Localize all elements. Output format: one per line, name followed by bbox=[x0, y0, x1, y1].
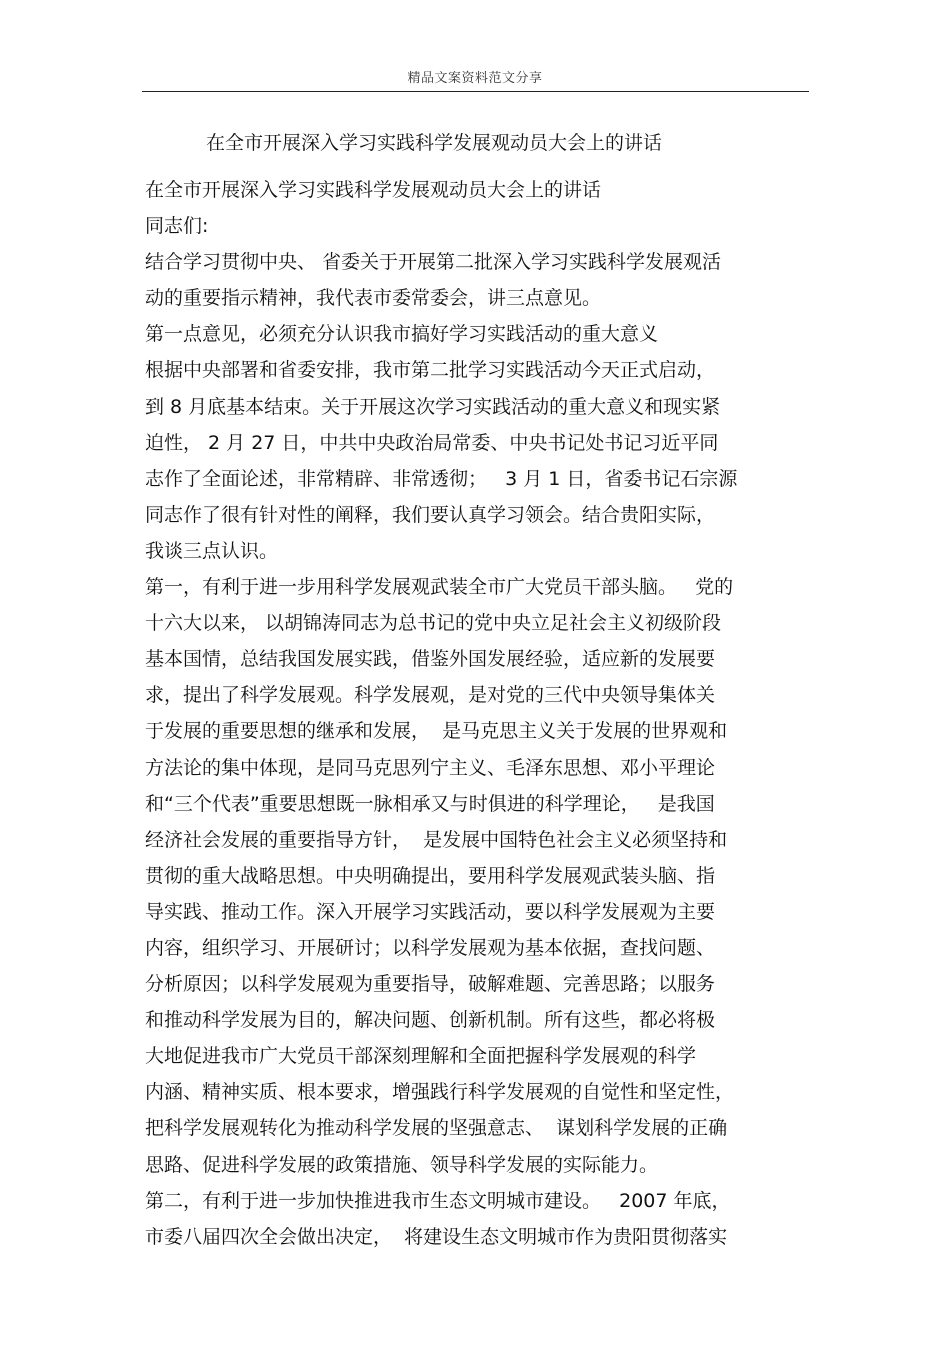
body-line: 基本国情，总结我国发展实践，借鉴外国发展经验，适应新的发展要 bbox=[145, 648, 716, 671]
body-line: 把科学发展观转化为推动科学发展的坚强意志、 谋划科学发展的正确 bbox=[145, 1117, 728, 1140]
body-line: 思路、促进科学发展的政策措施、领导科学发展的实际能力。 bbox=[145, 1153, 659, 1176]
document-body bbox=[145, 172, 815, 1255]
body-line: 志作了全面论述，非常精辟、非常透彻； 3 月 1 日，省委书记石宗源 bbox=[145, 467, 738, 490]
body-line: 市委八届四次全会做出决定， 将建设生态文明城市作为贵阳贯彻落实 bbox=[145, 1225, 728, 1248]
body-line: 贯彻的重大战略思想。中央明确提出，要用科学发展观武装头脑、指 bbox=[145, 864, 716, 887]
body-line: 导实践、推动工作。深入开展学习实践活动，要以科学发展观为主要 bbox=[145, 900, 716, 923]
body-line: 于发展的重要思想的继承和发展， 是马克思主义关于发展的世界观和 bbox=[145, 720, 728, 743]
body-line: 内涵、精神实质、根本要求，增强践行科学发展观的自觉性和坚定性， bbox=[145, 1081, 735, 1104]
body-line: 到 8 月底基本结束。关于开展这次学习实践活动的重大意义和现实紧 bbox=[145, 395, 721, 418]
body-line: 同志作了很有针对性的阐释，我们要认真学习领会。结合贵阳实际， bbox=[145, 503, 716, 526]
header-divider bbox=[142, 91, 809, 92]
body-line: 动的重要指示精神，我代表市委常委会，讲三点意见。 bbox=[145, 287, 602, 310]
body-line: 经济社会发展的重要指导方针， 是发展中国特色社会主义必须坚持和 bbox=[145, 828, 728, 851]
document-title: 在全市开展深入学习实践科学发展观动员大会上的讲话 bbox=[206, 132, 663, 154]
body-line: 方法论的集中体现，是同马克思列宁主义、毛泽东思想、邓小平理论 bbox=[145, 756, 716, 779]
body-line: 我谈三点认识。 bbox=[145, 539, 279, 562]
body-line: 迫性， 2 月 27 日，中共中央政治局常委、中央书记处书记习近平同 bbox=[145, 431, 719, 454]
body-line: 结合学习贯彻中央、 省委关于开展第二批深入学习实践科学发展观活 bbox=[145, 251, 722, 274]
body-line: 内容，组织学习、开展研讨；以科学发展观为基本依据，查找问题、 bbox=[145, 936, 716, 959]
body-line: 在全市开展深入学习实践科学发展观动员大会上的讲话 bbox=[145, 179, 602, 201]
body-line: 第一点意见，必须充分认识我市搞好学习实践活动的重大意义 bbox=[145, 323, 659, 346]
body-line: 第一，有利于进一步用科学发展观武装全市广大党员干部头脑。 党的 bbox=[145, 576, 734, 599]
page-header-text: 精品文案资料范文分享 bbox=[407, 71, 543, 86]
body-line: 十六大以来， 以胡锦涛同志为总书记的党中央立足社会主义初级阶段 bbox=[145, 612, 722, 635]
body-line: 分析原因；以科学发展观为重要指导，破解难题、完善思路；以服务 bbox=[145, 973, 716, 996]
body-line: 大地促进我市广大党员干部深刻理解和全面把握科学发展观的科学 bbox=[145, 1045, 697, 1068]
body-line: 根据中央部署和省委安排，我市第二批学习实践活动今天正式启动， bbox=[145, 359, 716, 382]
body-line: 和推动科学发展为目的，解决问题、创新机制。所有这些，都必将极 bbox=[145, 1009, 716, 1032]
body-line: 同志们: bbox=[145, 215, 209, 238]
body-line: 求，提出了科学发展观。科学发展观，是对党的三代中央领导集体关 bbox=[145, 684, 716, 707]
body-line: 和“三个代表”重要思想既一脉相承又与时俱进的科学理论， 是我国 bbox=[145, 792, 715, 815]
body-line: 第二，有利于进一步加快推进我市生态文明城市建设。 2007 年底， bbox=[145, 1189, 731, 1212]
